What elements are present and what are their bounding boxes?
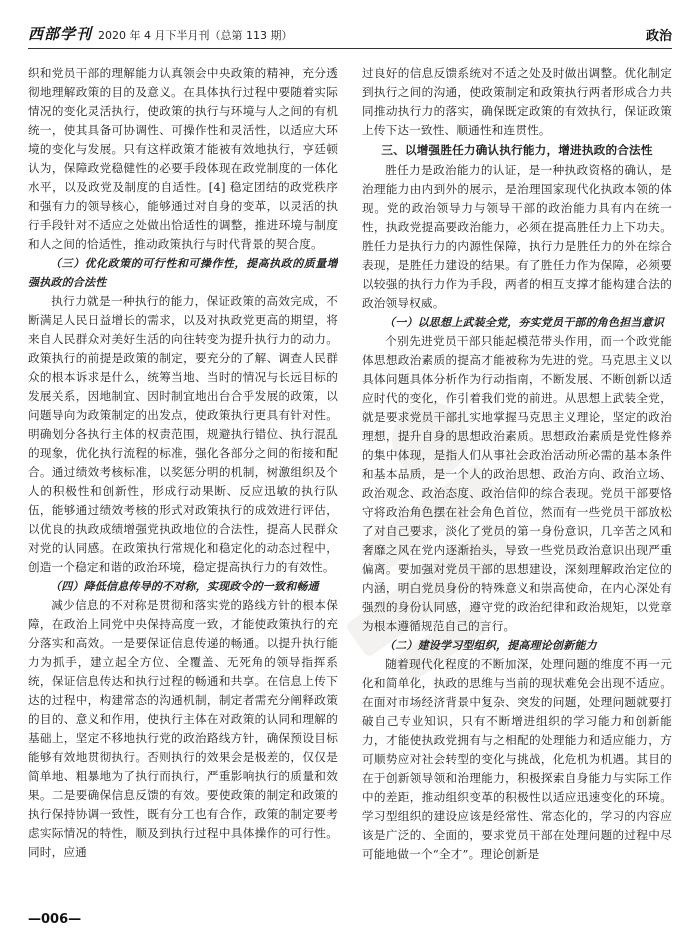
paragraph: 织和党员干部的理解能力认真领会中央政策的精神，充分透彻地理解政策的目的及意义。在具体执行过程中要随着实际情况的变化灵活执行，使政策的执行与环境与人之间的有机统一，使其具备可协调性、可操作性和灵活性，以适应大环境的变化与发展。只有这样政策才能被有效地执行，亨廷顿认为，保障政党稳健性的必要手段体现在政党制度的一体化水平，以及政党及制度的自适性。[4] 稳定团结的政党秩序和强有力的领导核心，能够通过对自身的变革，以灵活的执行手段针对不适应之处做出恰适性的调整，推进环境与制度和人之间的恰适性，推动政策执行与时代背景的契合度。 xyxy=(28,66,338,251)
page-number: —006— xyxy=(28,912,82,927)
paragraph: 减少信息的不对称是贯彻和落实党的路线方针的根本保障，在政治上同党中央保持高度一致，才能使政策执行的充分落实和高效。一是要保证信息传递的畅通。以提升执行能力为抓手，建立起全方位、全覆盖、无死角的领导指挥系统，保证信息传达和执行过程的畅通和共享。在信息上传下达的过程中，构建常态的沟通机制，制定者需充分阐释政策的目的、意义和作用，使执行主体在对政策的认同和理解的基础上，坚定不移地执行党的政治路线方针，确保预设目标能够有效地贯彻执行。否则执行的效果会是极差的，仅仅是简单地、粗暴地为了执行而执行，严重影响执行的质量和效果。二是要确保信息反馈的有效。要使政策的制定和政策的执行保持协调一致性，既有分工也有合作，政策的制定要考虑实际情况的特性，顺及到执行过程中具体操作的可行性。同时，应通 xyxy=(28,598,338,859)
paragraph: 随着现代化程度的不断加深，处理问题的维度不再一元化和简单化，执政的思维与当前的现状难免会出现不适应。在面对市场经济背景中复杂、突发的问题，处理问题就要打破自己专业知识，只有不断增进组织的学习能力和创新能力，才能使执政党拥有与之相配的处理能力和适应能力，方可顺势应对社会转型的变化与挑战，化危机为机遇。其目的在于创新领导领和治理能力，积极探索自身能力与实际工作中的差距，推动组织变革的积极性以适应迅速变化的环境。学习型组织的建设应该是经常性、常态化的，学习的内容应该是广泛的、全面的，要求党员干部在处理问题的过程中尽可能地做一个“全才”。理论创新是 xyxy=(362,657,672,861)
journal-logo: 西部学刊 xyxy=(28,25,93,43)
issue-info: 2020 年 4 月下半月刊（总第 113 期） xyxy=(98,29,293,42)
header-left xyxy=(28,23,293,44)
article-body xyxy=(28,64,672,904)
paragraph: 过良好的信息反馈系统对不适之处及时做出调整。优化制定到执行之间的沟通，使政策制定和政策执行两者形成合力共同推动执行力的落实，确保既定政策的有效执行，保证政策上传下达一致性、顺通性和连贯性。 xyxy=(362,66,672,137)
section-tag: 政治 xyxy=(645,29,672,44)
paragraph: 执行力就是一种执行的能力，保证政策的高效完成，不断满足人民日益增长的需求，以及对执政党更高的期望，将来自人民群众对美好生活的向往转变为提升执行力的动力。政策执行的前提是政策的制定，要充分的了解、调查人民群众的根本诉求是什么，统筹当地、当时的情况与长远目标的发展关系，因地制宜、因时制宜地出台合乎发展的政策，以问题导向为政策制定的出发点，使政策执行更具有针对性。明确划分各执行主体的权责范围，规避执行错位、执行混乱的现象，优化执行流程的标准，强化各部分之间的衔接和配合。通过绩效考核标准，以奖惩分明的机制，树激组织及个人的积极性和创新性，形成行动果断、反应迅敏的执行队伍，能够通过绩效考核的形式对政策执行的成效进行评估，以优良的执政成绩增强党执政地位的合法性，提高人民群众对党的认同感。在政策执行常规化和稳定化的动态过程中，创造一个稳定和谐的政治环境，稳定提高执行力的有效性。 xyxy=(28,294,338,574)
right-column xyxy=(362,64,672,904)
left-column xyxy=(28,64,338,904)
paragraph: 胜任力是政治能力的认证，是一种执政资格的确认，是治理能力由内到外的展示，是治理国家现代化执政本领的体现。党的政治领导力与领导干部的政治能力具有内在统一性，执政党提高要政治能力，必须在提高胜任力上下功夫。胜任力是执行力的内源性保障，执行力是胜任力的外在综合表现，是胜任力建设的结果。有了胜任力作为保障，必须要以较强的执行力作为手段，两者的相互支撑才能构建合法的政治领导权威。 xyxy=(362,163,672,310)
section-heading: 三、以增强胜任力确认执行能力，增进执政的合法性 xyxy=(381,143,653,157)
subsection-heading: （二）建设学习型组织，提高理论创新能力 xyxy=(384,639,597,652)
subsection-heading: （一）以思想上武装全党，夯实党员干部的角色担当意识 xyxy=(384,316,664,329)
subsection-heading: （四）降低信息传导的不对称，实现政令的一致和畅通 xyxy=(50,580,319,593)
paragraph: 个别先进党员干部只能起模范带头作用，而一个政党能体思想政治素质的提高才能被称为先进的党。马克思主义以具体问题具体分析作为行动指南，不断发展、不断创新以适应时代的变化，作引着我们党的前进。从思想上武装全党，就是要求党员干部扎实地掌握马克思主义理论，坚定的政治理想，提升自身的思想政治素质。思想政治素质是党性修养的集中体现，是指人们从事社会政治活动所必需的基本条件和基本品质，是一个人的政治思想、政治方向、政治立场、政治观念、政治态度、政治信仰的综合表现。党员干部要恪守将政治角色摆在社会角色首位，然而有一些党员干部放松了对自己要求，淡化了党员的第一身份意识，几辛苦之风和奢靡之风在党内逐渐抬头，导致一些党员政治意识出现严重偏离。要加强对党员干部的思想建设，深刻理解政治定位的内涵，明白党员身份的特殊意义和崇高使命，在内心深处有强烈的身份认同感，遵守党的政治纪律和政治规矩，以党章为根本遵循规范自己的言行。 xyxy=(362,334,672,633)
page-header xyxy=(28,22,672,49)
subsection-heading: （三）优化政策的可行性和可操作性，提高执政的质量增强执政的合法性 xyxy=(28,257,338,289)
